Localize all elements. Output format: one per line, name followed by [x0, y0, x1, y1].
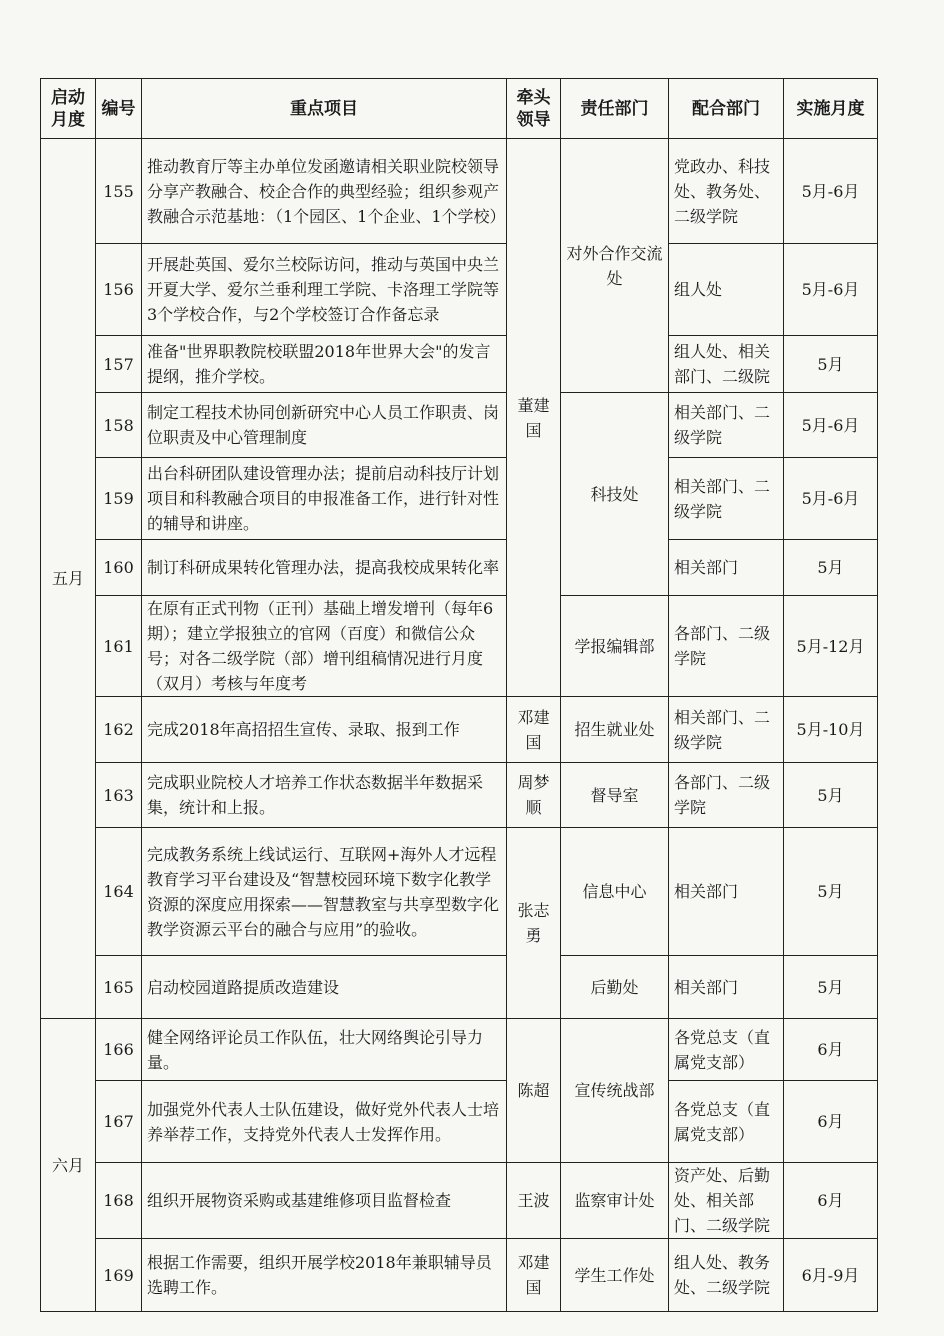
row-period: 5月: [784, 540, 878, 596]
row-period: 6月: [784, 1019, 878, 1081]
row-coop: 相关部门、二级学院: [669, 458, 784, 540]
dept-cell: 后勤处: [561, 956, 669, 1019]
month-cell-june: 六月: [41, 1019, 96, 1312]
header-month: 启动月度: [41, 79, 96, 139]
row-number: 163: [96, 763, 142, 828]
row-coop: 相关部门: [669, 828, 784, 956]
row-period: 5月-6月: [784, 458, 878, 540]
row-period: 5月-6月: [784, 244, 878, 336]
row-item: 在原有正式刊物（正刊）基础上增发增刊（每年6期）；建立学报独立的官网（百度）和微信公众号；对各二级学院（部）增刊组稿情况进行月度（双月）考核与年度考: [142, 596, 507, 697]
row-number: 156: [96, 244, 142, 336]
dept-cell: 学报编辑部: [561, 596, 669, 697]
row-number: 158: [96, 393, 142, 458]
leader-cell: 张志勇: [507, 828, 561, 1019]
table-row: [41, 1081, 878, 1163]
table-row: [41, 540, 878, 596]
row-number: 161: [96, 596, 142, 697]
row-item: 制定工程技术协同创新研究中心人员工作职责、岗位职责及中心管理制度: [142, 393, 507, 458]
row-period: 5月-10月: [784, 697, 878, 763]
row-number: 157: [96, 336, 142, 393]
row-number: 162: [96, 697, 142, 763]
dept-cell: 督导室: [561, 763, 669, 828]
row-coop: 组人处: [669, 244, 784, 336]
header-leader: 牵头领导: [507, 79, 561, 139]
table-row: [41, 596, 878, 697]
table-row: [41, 763, 878, 828]
table-row: [41, 244, 878, 336]
row-period: 5月: [784, 956, 878, 1019]
row-item: 出台科研团队建设管理办法；提前启动科技厅计划项目和科教融合项目的申报准备工作，进行针对性的辅导和讲座。: [142, 458, 507, 540]
row-period: 5月-6月: [784, 139, 878, 244]
row-item: 开展赴英国、爱尔兰校际访问，推动与英国中央兰开夏大学、爱尔兰垂利理工学院、卡洛理工学院等3个学校合作，与2个学校签订合作备忘录: [142, 244, 507, 336]
leader-cell: 董建国: [507, 139, 561, 697]
dept-cell: 科技处: [561, 393, 669, 596]
row-coop: 资产处、后勤处、相关部门、二级学院: [669, 1163, 784, 1239]
row-coop: 各部门、二级学院: [669, 596, 784, 697]
leader-cell: 陈超: [507, 1019, 561, 1163]
row-coop: 党政办、科技处、教务处、二级学院: [669, 139, 784, 244]
table-row: [41, 1163, 878, 1239]
row-coop: 相关部门、二级学院: [669, 697, 784, 763]
table-row: [41, 336, 878, 393]
row-number: 166: [96, 1019, 142, 1081]
header-coop: 配合部门: [669, 79, 784, 139]
row-number: 155: [96, 139, 142, 244]
row-coop: 各党总支（直属党支部）: [669, 1019, 784, 1081]
row-item: 推动教育厅等主办单位发函邀请相关职业院校领导分享产教融合、校企合作的典型经验；组织参观产教融合示范基地：（1个园区、1个企业、1个学校）: [142, 139, 507, 244]
row-period: 5月-12月: [784, 596, 878, 697]
dept-cell: 宣传统战部: [561, 1019, 669, 1163]
row-coop: 组人处、教务处、二级学院: [669, 1239, 784, 1312]
dept-cell: 招生就业处: [561, 697, 669, 763]
dept-cell: 对外合作交流处: [561, 139, 669, 393]
row-item: 健全网络评论员工作队伍，壮大网络舆论引导力量。: [142, 1019, 507, 1081]
row-coop: 相关部门: [669, 956, 784, 1019]
row-period: 5月-6月: [784, 393, 878, 458]
header-dept: 责任部门: [561, 79, 669, 139]
row-number: 165: [96, 956, 142, 1019]
row-item: 启动校园道路提质改造建设: [142, 956, 507, 1019]
row-coop: 相关部门、二级学院: [669, 393, 784, 458]
dept-cell: 学生工作处: [561, 1239, 669, 1312]
row-period: 6月-9月: [784, 1239, 878, 1312]
row-number: 160: [96, 540, 142, 596]
row-item: 准备"世界职教院校联盟2018年世界大会"的发言提纲，推介学校。: [142, 336, 507, 393]
row-item: 制订科研成果转化管理办法，提高我校成果转化率: [142, 540, 507, 596]
row-period: 6月: [784, 1081, 878, 1163]
row-item: 根据工作需要，组织开展学校2018年兼职辅导员选聘工作。: [142, 1239, 507, 1312]
row-item: 组织开展物资采购或基建维修项目监督检查: [142, 1163, 507, 1239]
leader-cell: 邓建国: [507, 697, 561, 763]
row-period: 5月: [784, 828, 878, 956]
table-row: [41, 393, 878, 458]
table-row: [41, 828, 878, 956]
header-period: 实施月度: [784, 79, 878, 139]
table-row: [41, 956, 878, 1019]
row-number: 167: [96, 1081, 142, 1163]
row-number: 159: [96, 458, 142, 540]
row-period: 6月: [784, 1163, 878, 1239]
row-period: 5月: [784, 336, 878, 393]
row-item: 加强党外代表人士队伍建设，做好党外代表人士培养举荐工作，支持党外代表人士发挥作用。: [142, 1081, 507, 1163]
row-number: 169: [96, 1239, 142, 1312]
leader-cell: 邓建国: [507, 1239, 561, 1312]
row-coop: 各党总支（直属党支部）: [669, 1081, 784, 1163]
dept-cell: 信息中心: [561, 828, 669, 956]
header-item: 重点项目: [142, 79, 507, 139]
header-number: 编号: [96, 79, 142, 139]
table-row: [41, 139, 878, 244]
table-row: [41, 1239, 878, 1312]
row-coop: 各部门、二级学院: [669, 763, 784, 828]
leader-cell: 周梦顺: [507, 763, 561, 828]
row-coop: 组人处、相关部门、二级院: [669, 336, 784, 393]
header-row: [41, 79, 878, 139]
row-coop: 相关部门: [669, 540, 784, 596]
dept-cell: 监察审计处: [561, 1163, 669, 1239]
row-number: 168: [96, 1163, 142, 1239]
table-row: [41, 1019, 878, 1081]
work-plan-table: [40, 78, 878, 1312]
leader-cell: 王波: [507, 1163, 561, 1239]
row-item: 完成教务系统上线试运行、互联网+海外人才远程教育学习平台建设及“智慧校园环境下数字化教学资源的深度应用探索——智慧教室与共享型数字化教学资源云平台的融合与应用”的验收。: [142, 828, 507, 956]
row-number: 164: [96, 828, 142, 956]
table-row: [41, 697, 878, 763]
row-item: 完成2018年高招招生宣传、录取、报到工作: [142, 697, 507, 763]
table-row: [41, 458, 878, 540]
month-cell-may: 五月: [41, 139, 96, 1019]
row-period: 5月: [784, 763, 878, 828]
row-item: 完成职业院校人才培养工作状态数据半年数据采集，统计和上报。: [142, 763, 507, 828]
